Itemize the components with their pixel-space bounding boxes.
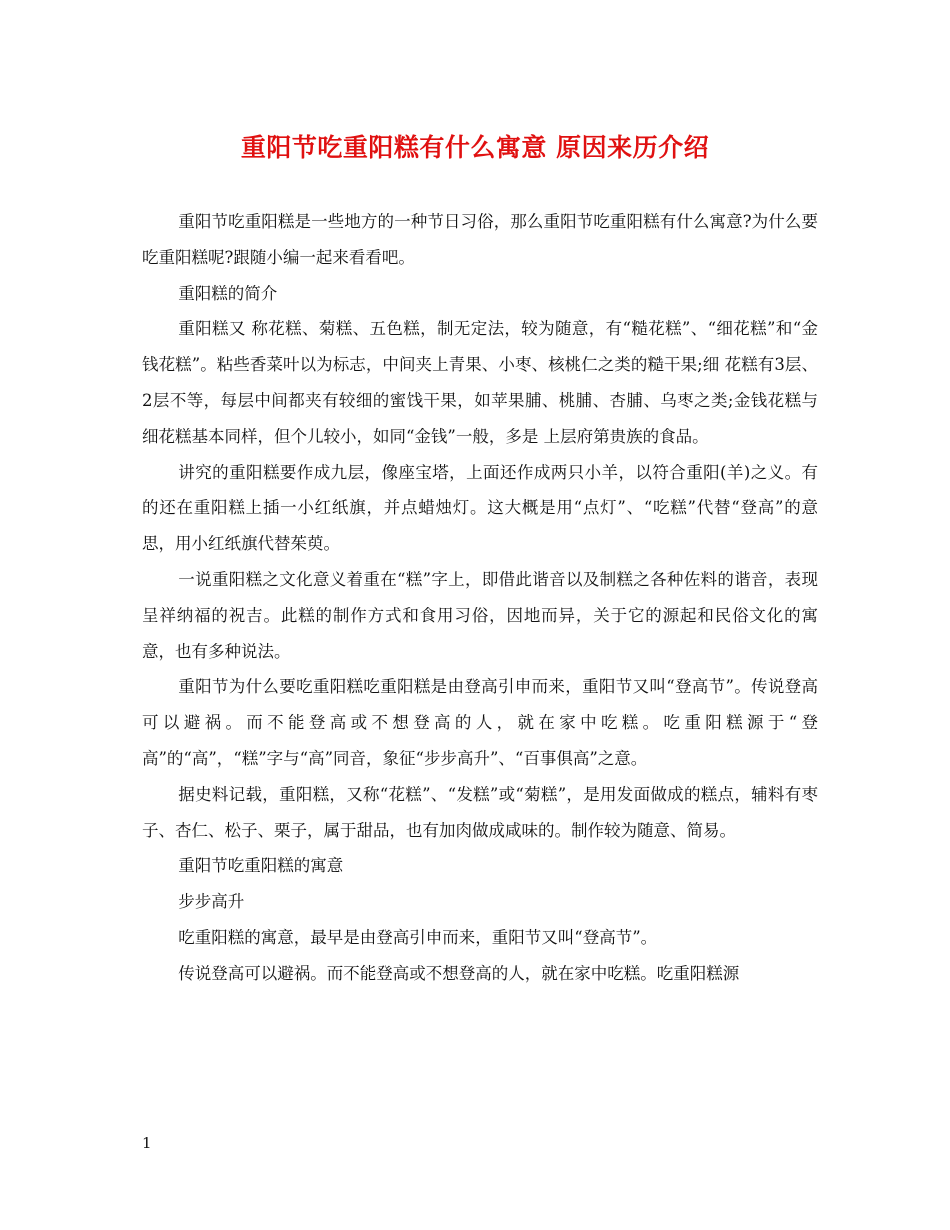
body-paragraph: 吃重阳糕的寓意，最早是由登高引申而来，重阳节又叫“登高节”。 [178, 927, 658, 947]
body-paragraph: 重阳节为什么要吃重阳糕吃重阳糕是由登高引申而来，重阳节又叫“登高节”。传说登高可以避祸。而不能登高或不想登高的人，就在家中吃糕。吃重阳糕源于“登高”的“高”，“糕”字与“高”同音，象征“步步高升”、“百事俱高”之意。 [142, 677, 818, 768]
page-number: 1 [142, 1134, 152, 1152]
body-paragraph: 讲究的重阳糕要作成九层，像座宝塔，上面还作成两只小羊，以符合重阳(羊)之义。有的还在重阳糕上插一小红纸旗，并点蜡烛灯。这大概是用“点灯”、“吃糕”代替“登高”的意思，用小红纸旗代替茱萸。 [142, 462, 818, 554]
body-paragraph: 传说登高可以避祸。而不能登高或不想登高的人，就在家中吃糕。吃重阳糕源 [178, 963, 740, 983]
subheading-step-up: 步步高升 [178, 892, 245, 912]
body-paragraph: 一说重阳糕之文化意义着重在“糕”字上，即借此谐音以及制糕之各种佐料的谐音，表现呈祥纳福的祝吉。此糕的制作方式和食用习俗，因地而异，关于它的源起和民俗文化的寓意，也有多种说法。 [142, 569, 818, 661]
document-title: 重阳节吃重阳糕有什么寓意 原因来历介绍 [240, 133, 710, 162]
body-paragraph: 重阳糕又 称花糕、菊糕、五色糕，制无定法，较为随意，有“糙花糕”、“细花糕”和“金钱花糕”。粘些香菜叶以为标志，中间夹上青果、小枣、核桃仁之类的糙干果;细 花糕有3层、2层不等，每层中间都夹有较细的蜜饯干果，如苹果脯、桃脯、杏脯、乌枣之类;金钱花糕与细花糕基本同样，但个儿较小，如同“金钱”一般，多是 上层府第贵族的食品。 [142, 319, 818, 446]
section-heading-meaning: 重阳节吃重阳糕的寓意 [178, 856, 344, 876]
section-heading-intro: 重阳糕的简介 [178, 283, 278, 303]
document-body [142, 204, 818, 992]
intro-paragraph: 重阳节吃重阳糕是一些地方的一种节日习俗，那么重阳节吃重阳糕有什么寓意?为什么要吃重阳糕呢?跟随小编一起来看看吧。 [142, 212, 818, 267]
body-paragraph: 据史料记载，重阳糕，又称“花糕”、“发糕”或“菊糕”，是用发面做成的糕点，辅料有枣子、杏仁、松子、栗子，属于甜品，也有加肉做成咸味的。制作较为随意、简易。 [142, 784, 818, 840]
